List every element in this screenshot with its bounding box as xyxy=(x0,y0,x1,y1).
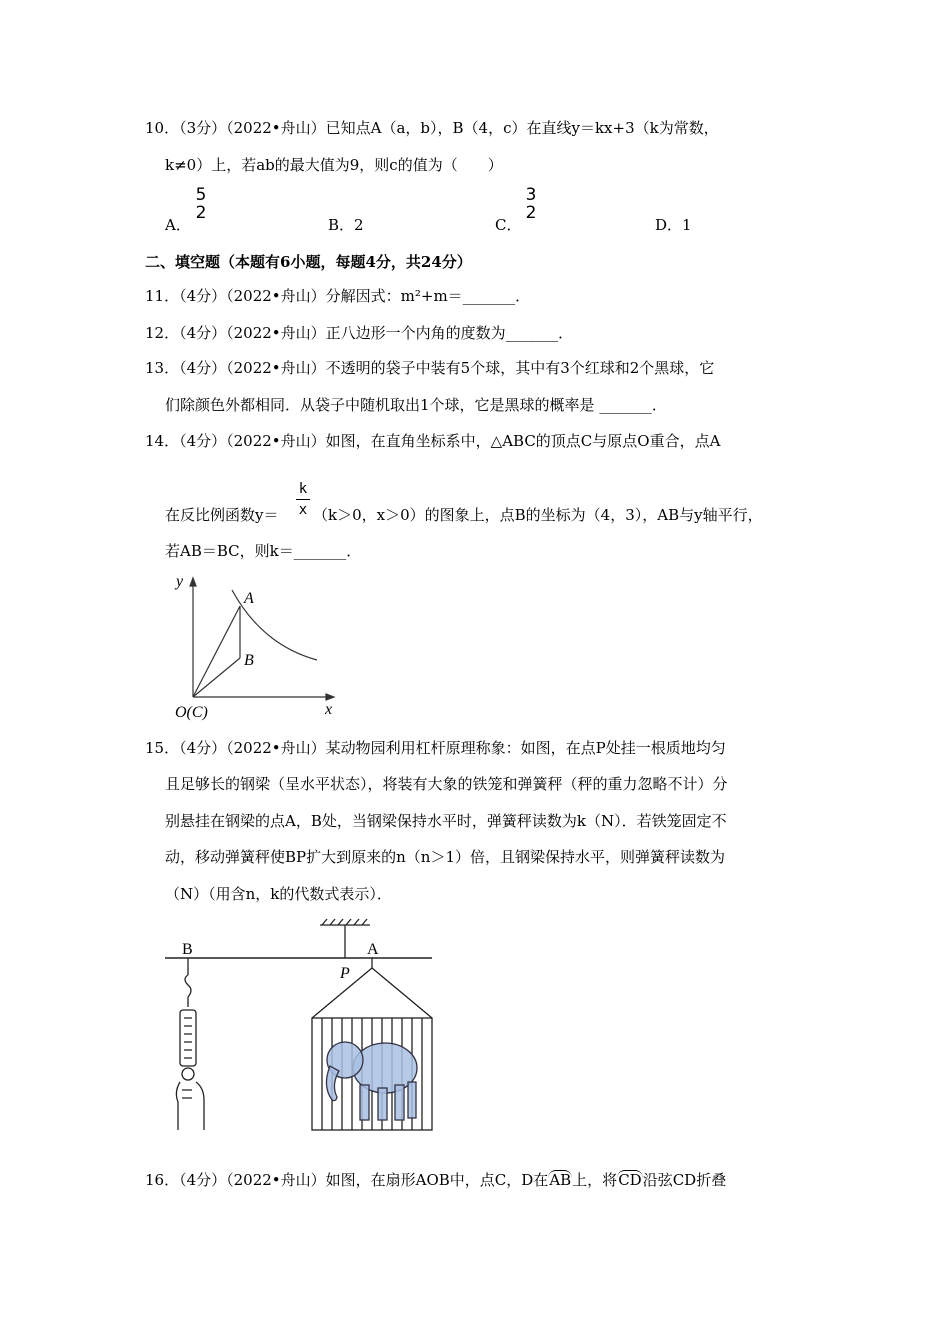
arc-cd: CD xyxy=(618,1171,642,1189)
q16-line1 xyxy=(145,1171,726,1189)
q10-option-d: D．1 xyxy=(655,216,692,234)
q16-text-pre: 16．（4分）（2022•舟山）如图，在扇形AOB中，点C，D在 xyxy=(145,1171,549,1189)
x-axis-arrow xyxy=(326,694,334,700)
fig14-b-label: B xyxy=(244,652,254,669)
numerator: 5 xyxy=(195,185,207,205)
section-heading: 二、填空题（本题有6小题，每题4分，共24分） xyxy=(145,253,472,271)
q15-line4: 动，移动弹簧秤使BP扩大到原来的n（n＞1）倍，且钢梁保持水平，则弹簧秤读数为 xyxy=(165,848,725,866)
denominator: 2 xyxy=(525,203,537,223)
numerator: k xyxy=(298,481,308,497)
fig14-x-label: x xyxy=(325,701,333,718)
q15-figure xyxy=(165,919,432,1130)
q10-option-b: B．2 xyxy=(328,216,364,234)
y-axis-arrow xyxy=(190,578,196,586)
q15-line3: 别悬挂在钢梁的点A，B处，当钢梁保持水平时，弹簧秤读数为k（N）．若铁笼固定不 xyxy=(165,812,727,830)
q15-line5: （N）（用含n，k的代数式表示）． xyxy=(165,885,392,903)
q16-text-mid: 上，将 xyxy=(572,1171,618,1189)
scale-ticks xyxy=(184,1018,192,1058)
q15-line1: 15．（4分）（2022•舟山）某动物园利用杠杆原理称象：如图，在点P处挂一根质地均匀 xyxy=(145,739,726,757)
fig15-p-label: P xyxy=(340,965,350,982)
q14-line3: 若AB＝BC，则k＝_______． xyxy=(165,542,362,560)
fig15-a-label: A xyxy=(367,941,379,958)
fig15-b-label: B xyxy=(182,941,193,958)
cage-rope-right xyxy=(372,968,432,1018)
fig14-a-label: A xyxy=(244,590,254,607)
q16-text-post: 沿弦CD折叠 xyxy=(642,1171,727,1189)
q10-line2: k≠0）上，若ab的最大值为9，则c的值为（ ） xyxy=(165,156,503,174)
q14-line2-pre: 在反比例函数y＝ xyxy=(165,506,279,524)
q15-line2: 且足够长的钢梁（呈水平状态），将装有大象的铁笼和弹簧秤（秤的重力忽略不计）分 xyxy=(165,775,728,793)
fig14-origin-label: O(C) xyxy=(175,704,208,721)
q13-line2: 们除颜色外都相同．从袋子中随机取出1个球，它是黑球的概率是 _______． xyxy=(165,396,667,414)
q13-line1: 13．（4分）（2022•舟山）不透明的袋子中装有5个球，其中有3个红球和2个黑球，它 xyxy=(145,359,715,377)
q14-figure xyxy=(190,578,334,700)
q14-line2-post: （k＞0，x＞0）的图象上，点B的坐标为（4，3），AB与y轴平行， xyxy=(313,506,763,524)
fig14-y-label: y xyxy=(176,573,184,590)
q14-line1: 14．（4分）（2022•舟山）如图，在直角坐标系中，△ABC的顶点C与原点O重合，点A xyxy=(145,432,721,450)
q10-option-c-label: C． xyxy=(495,216,522,234)
q11: 11．（4分）（2022•舟山）分解因式：m²+m＝_______． xyxy=(145,287,531,305)
denominator: x xyxy=(298,502,308,518)
segment-oa xyxy=(193,606,240,697)
q10-line1: 10．（3分）（2022•舟山）已知点A（a，b），B（4，c）在直线y＝kx+3（k为常数， xyxy=(145,119,719,137)
scale-hook xyxy=(185,975,191,1007)
numerator: 3 xyxy=(525,185,537,205)
scale-ring xyxy=(182,1068,194,1080)
denominator: 2 xyxy=(195,203,207,223)
q12: 12．（4分）（2022•舟山）正八边形一个内角的度数为_______． xyxy=(145,324,574,342)
q10-option-a-label: A． xyxy=(165,216,191,234)
arc-ab: AB xyxy=(549,1171,572,1189)
ceiling-hatch xyxy=(322,919,367,925)
segment-bc xyxy=(193,658,240,697)
hand-icon xyxy=(176,1082,204,1130)
